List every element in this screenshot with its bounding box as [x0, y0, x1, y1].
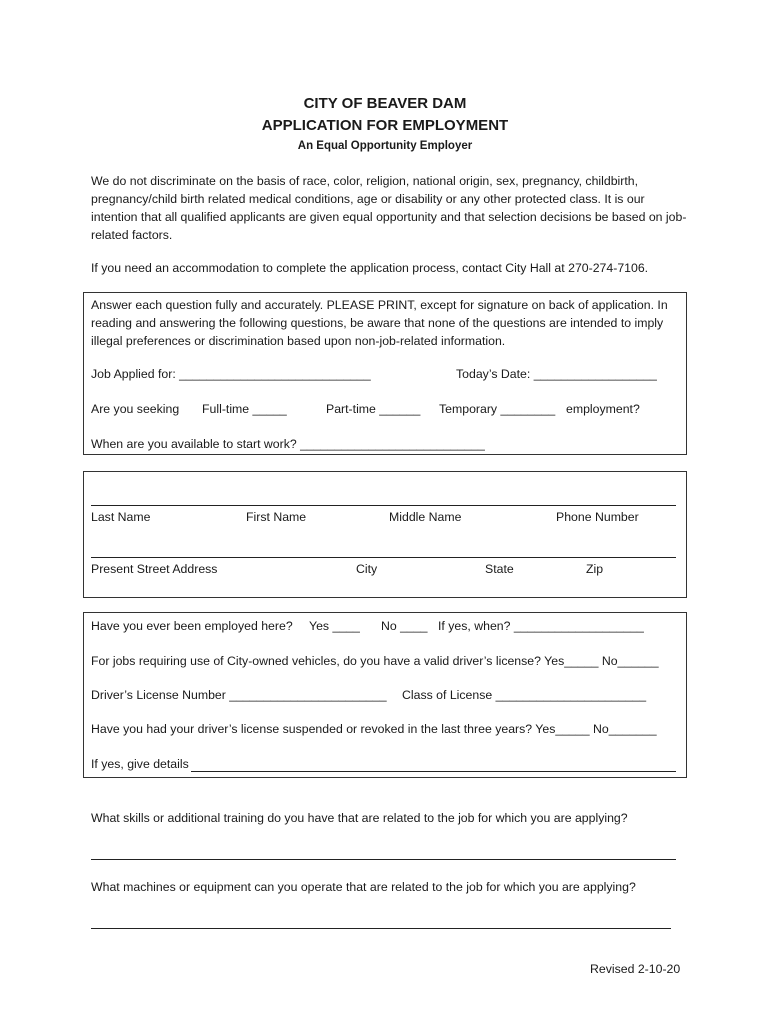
- subtitle: An Equal Opportunity Employer: [297, 140, 473, 152]
- license-class-field[interactable]: Class of License ______________________: [402, 688, 647, 702]
- todays-date-field[interactable]: Today’s Date: __________________: [456, 367, 657, 381]
- machines-answer-line[interactable]: [91, 928, 671, 929]
- employment-label: employment?: [566, 402, 640, 416]
- personal-info-box: [83, 471, 687, 598]
- state-label: State: [485, 562, 514, 576]
- employed-yes-field[interactable]: Yes ____: [309, 619, 360, 633]
- details-label: If yes, give details: [91, 757, 189, 771]
- middle-name-label: Middle Name: [389, 510, 462, 524]
- fulltime-field[interactable]: Full-time _____: [202, 402, 287, 416]
- seeking-label: Are you seeking: [91, 402, 180, 416]
- employed-here-label: Have you ever been employed here?: [91, 619, 293, 633]
- parttime-field[interactable]: Part-time ______: [326, 402, 421, 416]
- job-applied-field[interactable]: Job Applied for: ____________________________: [91, 367, 371, 381]
- accommodation-statement: If you need an accommodation to complete the application process, contact City Hall at 270-274-7106.: [91, 261, 649, 275]
- title-city: CITY OF BEAVER DAM: [303, 95, 467, 112]
- temporary-field[interactable]: Temporary ________: [439, 402, 556, 416]
- license-suspended-question[interactable]: Have you had your driver’s license suspended or revoked in the last three years? Yes_____ No_______: [91, 722, 657, 736]
- name-fill-line[interactable]: [91, 505, 676, 506]
- phone-number-label: Phone Number: [556, 510, 639, 524]
- zip-label: Zip: [586, 562, 604, 576]
- skills-question: What skills or additional training do you have that are related to the job for which you are applying?: [91, 811, 628, 825]
- employed-when-field[interactable]: If yes, when? ___________________: [438, 619, 644, 633]
- nondiscrimination-statement: We do not discriminate on the basis of race, color, religion, national origin, sex, pregnancy, childbirth, pregnancy/child birth related medical conditions, age or disability or any other protected class. It is our intention that all qualified applicants are given equal opportunity and that selection decisions be based on job-related factors.: [91, 174, 687, 242]
- street-address-label: Present Street Address: [91, 562, 218, 576]
- instructions-text: Answer each question fully and accurately. PLEASE PRINT, except for signature on back of application. In reading and answering the following questions, be aware that none of the questions are intended to imply illegal preferences or discrimination based upon non-job-related information.: [91, 298, 668, 348]
- machines-question: What machines or equipment can you operate that are related to the job for which you are applying?: [91, 880, 636, 894]
- license-number-field[interactable]: Driver’s License Number _______________________: [91, 688, 387, 702]
- vehicle-license-question[interactable]: For jobs requiring use of City-owned vehicles, do you have a valid driver’s license? Yes_____ No______: [91, 654, 659, 668]
- employed-no-field[interactable]: No ____: [381, 619, 428, 633]
- last-name-label: Last Name: [91, 510, 151, 524]
- address-fill-line[interactable]: [91, 557, 676, 558]
- skills-answer-line[interactable]: [91, 859, 676, 860]
- title-application: APPLICATION FOR EMPLOYMENT: [261, 117, 509, 134]
- first-name-label: First Name: [246, 510, 307, 524]
- city-label: City: [356, 562, 378, 576]
- details-fill-line[interactable]: [191, 771, 676, 772]
- start-date-field[interactable]: When are you available to start work? ___________________________: [91, 437, 485, 451]
- revision-date: Revised 2-10-20: [590, 962, 681, 976]
